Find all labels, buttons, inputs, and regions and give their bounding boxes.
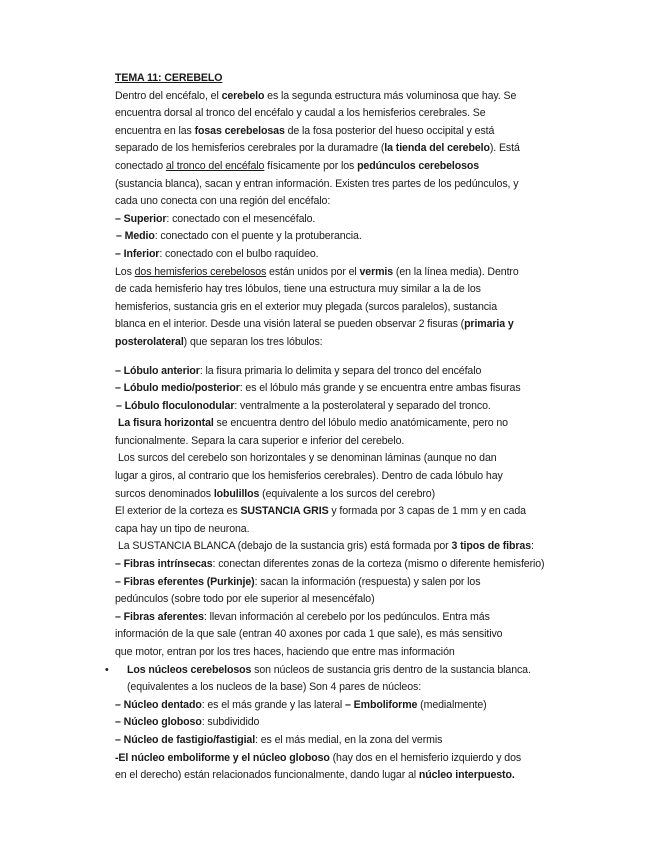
paragraph-line: surcos denominados lobulillos (equivalente a los surcos del cerebro): [115, 487, 436, 500]
page-title: TEMA 11: CEREBELO: [115, 72, 223, 84]
paragraph-line: pedúnculos (sobre todo por ele superior al mesencéfalo): [115, 593, 375, 606]
paragraph-line: conectado al tronco del encéfalo físicamente por los pedúnculos cerebelosos: [115, 159, 480, 172]
spacer: [115, 352, 545, 363]
list-item: – Núcleo de fastigio/fastigial: es el más medial, en la zona del vermis: [115, 733, 443, 746]
bullet-item: • Los núcleos cerebelosos son núcleos de sustancia gris dentro de la sustancia blanca.: [115, 662, 545, 680]
paragraph-line: información de la que sale (entran 40 axones por cada 1 que sale), es más sensitivo: [115, 628, 503, 641]
paragraph-line: hemisferios, sustancia gris en el exterior muy plegada (surcos paralelos), sustancia: [115, 300, 497, 313]
document-page: [105, 70, 545, 785]
list-item: – Superior: conectado con el mesencéfalo.: [115, 212, 316, 225]
list-item: – Lóbulo floculonodular: ventralmente a la posterolateral y separado del tronco.: [116, 399, 491, 412]
paragraph-line: blanca en el interior. Desde una visión lateral se pueden observar 2 fisuras (primaria y: [115, 318, 514, 331]
paragraph-line: encuentra dorsal al tronco del encéfalo y caudal a los hemisferios cerebrales. Se: [115, 107, 486, 120]
paragraph-line: (sustancia blanca), sacan y entran información. Existen tres partes de los pedúnculos, y: [115, 177, 519, 190]
paragraph-line: Dentro del encéfalo, el cerebelo es la segunda estructura más voluminosa que hay. Se: [115, 89, 517, 102]
paragraph-line: cada uno conecta con una región del encéfalo:: [115, 195, 331, 208]
paragraph-line: que motor, entran por los tres haces, haciendo que entre mas información: [115, 646, 455, 658]
list-item: – Fibras intrínsecas: conectan diferentes zonas de la corteza (mismo o diferente hemisferio): [115, 558, 545, 571]
bullet-icon: •: [105, 663, 109, 676]
paragraph-line: encuentra en las fosas cerebelosas de la fosa posterior del hueso occipital y está: [115, 124, 495, 137]
list-item: – Núcleo globoso: subdividido: [115, 716, 260, 729]
paragraph-line: (equivalentes a los nucleos de la base) Son 4 pares de núcleos:: [127, 681, 422, 694]
paragraph-line: posterolateral) que separan los tres lóbulos:: [115, 335, 323, 348]
list-item: – Fibras aferentes: llevan información al cerebelo por los pedúnculos. Entra más: [115, 610, 490, 623]
list-item: – Lóbulo medio/posterior: es el lóbulo más grande y se encuentra entre ambas fisuras: [115, 382, 521, 395]
paragraph-line: funcionalmente. Separa la cara superior e inferior del cerebelo.: [115, 434, 405, 447]
paragraph-line: -El núcleo emboliforme y el núcleo globoso (hay dos en el hemisferio izquierdo y dos: [115, 751, 522, 764]
paragraph-line: Los surcos del cerebelo son horizontales y se denominan láminas (aunque no dan: [118, 452, 497, 465]
paragraph-line: de cada hemisferio hay tres lóbulos, tiene una estructura muy similar a la de los: [115, 283, 481, 296]
paragraph-line: La SUSTANCIA BLANCA (debajo de la sustancia gris) está formada por 3 tipos de fibras:: [118, 540, 534, 553]
paragraph-line: Los dos hemisferios cerebelosos están unidos por el vermis (en la línea media). Dentro: [115, 265, 519, 278]
paragraph-line: El exterior de la corteza es SUSTANCIA GRIS y formada por 3 capas de 1 mm y en cada: [115, 505, 526, 518]
paragraph-line: separado de los hemisferios cerebrales por la duramadre (la tienda del cerebelo). Está: [115, 142, 520, 155]
list-item: – Medio: conectado con el puente y la protuberancia.: [116, 230, 362, 243]
paragraph-line: lugar a giros, al contrario que los hemisferios cerebrales). Dentro de cada lóbulo hay: [115, 470, 503, 483]
list-item: – Fibras eferentes (Purkinje): sacan la información (respuesta) y salen por los: [115, 575, 481, 588]
list-item: – Lóbulo anterior: la fisura primaria lo delimita y separa del tronco del encéfalo: [115, 364, 482, 377]
list-item: – Inferior: conectado con el bulbo raquídeo.: [115, 247, 319, 260]
list-item: – Núcleo dentado: es el más grande y las lateral – Emboliforme (medialmente): [115, 698, 487, 711]
paragraph-line: capa hay un tipo de neurona.: [115, 522, 250, 535]
paragraph-line: La fisura horizontal se encuentra dentro del lóbulo medio anatómicamente, pero no: [118, 417, 508, 430]
paragraph-line: en el derecho) están relacionados funcionalmente, dando lugar al núcleo interpuesto.: [115, 769, 515, 782]
